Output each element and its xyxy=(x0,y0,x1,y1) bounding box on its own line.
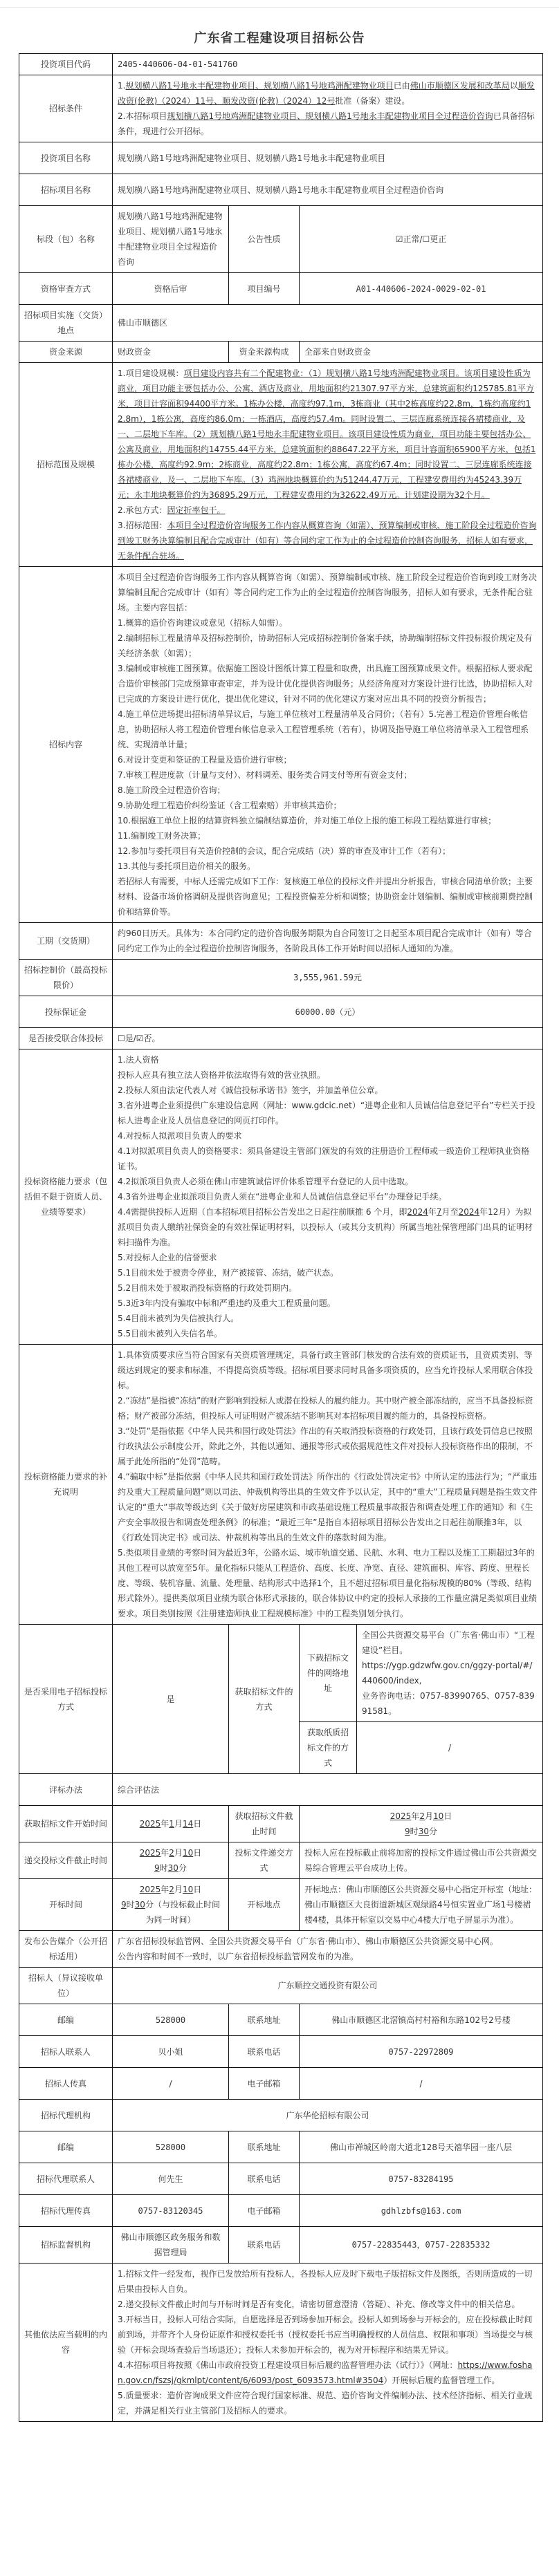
section-value: 规划横八路1号地鸡洲配建物业项目、规划横八路1号地永丰配建物业项目全过程造价咨询 xyxy=(113,206,229,273)
evaluation-value: 综合评估法 xyxy=(113,1774,543,1806)
supplement-value xyxy=(113,1345,543,1625)
electronic-value: 是 xyxy=(113,1625,229,1774)
text-segment: 年12月）为拟派项目负责人缴纳社保资金的有效社保证明材料，以投标人（或其分支机构）所属当地社保管理部门出具的证明材料扫描件为准。 xyxy=(118,1207,533,1247)
text-segment: 12.参加与委托项目有关造价控制的会议，配合完成结（决）算的审查及审计工作（若有）； xyxy=(118,846,451,856)
text-segment: 2025 xyxy=(139,1819,161,1829)
tender-name-value: 规划横八路1号地鸡洲配建物业项目、规划横八路1号地永丰配建物业项目全过程造价咨询 xyxy=(113,174,543,206)
conditions-value xyxy=(113,75,543,142)
label: 获取招标文件开始时间 xyxy=(19,1806,113,1842)
obtain-start-value: 2025年1月14日 xyxy=(113,1806,229,1842)
row-obtain-time xyxy=(19,1806,543,1842)
text-segment: 佛山市顺德区发展和改革局 xyxy=(410,81,510,91)
text-segment: 2.本招标项目 xyxy=(118,111,167,121)
text-segment: 10 xyxy=(432,1811,444,1821)
tenderer-addr-label: 联系地址 xyxy=(229,2004,300,2036)
agency-phone: 0757-83284195 xyxy=(300,2163,543,2195)
row-agency-contact xyxy=(19,2163,543,2195)
label: 招标监督机构 xyxy=(19,2227,113,2264)
scope-value xyxy=(113,363,543,567)
label: 招标控制价（最高投标限价） xyxy=(19,960,113,996)
label: 邮编 xyxy=(19,2004,113,2036)
label: 邮编 xyxy=(19,2131,113,2163)
submit-method-label: 投标文件递交方式 xyxy=(229,1842,300,1879)
text-segment: 5.1目前未处于被责令停业，财产被接管、冻结，破产状态。 xyxy=(118,1268,339,1278)
tenderer-email: / xyxy=(300,2068,543,2100)
paragraph: 9时30分 xyxy=(405,1827,437,1836)
label: 招标代理联系人 xyxy=(19,2163,113,2195)
text-segment: 1.招标文件一经发布，视作已发放给所有投标人，各投标人应及时下载电子版招标文件及图纸，否则所造成的一切后果由投标人自负。 xyxy=(118,2269,533,2294)
funds-value: 财政资金 xyxy=(113,342,229,363)
agency-addr-label: 联系地址 xyxy=(229,2131,300,2163)
row-section xyxy=(19,206,543,273)
paper-label: 获取纸质招标文件的方式 xyxy=(300,1722,357,1774)
row-scope xyxy=(19,363,543,567)
text-segment: 本项目全过程造价咨询服务工作内容从概算咨询（如需）、预算编制或审核、施工阶段全过程造价咨询到竣工财务决算编制且配合完成审计（如有）等合同约定工作为止的全过程造价控制咨询服务，招标人如有要求，无条件配合驻场。主要内容包括： xyxy=(118,572,538,613)
text-segment: 年 xyxy=(428,1207,437,1217)
row-consortium xyxy=(19,1028,543,1049)
row-submit xyxy=(19,1842,543,1879)
paragraph: 2025年2月10日 xyxy=(390,1811,452,1821)
text-segment: 4.施工单位进场提出招标清单异议后，与施工单位核对工程量清单及合同价；（若有）5.完善工程造价管理台帐信息，协助招标人将工程造价管理台帐信息录入工程管理系统（若有），协调及指导施工单位将清单录入工程管理系统、实现清单计量； xyxy=(118,709,529,749)
paragraph xyxy=(118,518,538,563)
text-segment: 1.具体资质要求应当符合国家有关资质管理规定，具备行政主管部门核发的合法有效的资质证书，且资质类别、等级达到规定的要求和标准，不得提高资质等级。招标项目要求同时具备多项资质的，应当允许投标人采用联合体投标。 xyxy=(118,1350,533,1390)
text-segment: 4.4需提供投标人近期（自本招标项目招标公告发出之日起往前顺推 6 个月，即 xyxy=(118,1207,407,1217)
text-segment: 3.开标当日，投标人可结合实际，自愿选择是否到场参加开标会。投标人如到场参与开标会的，应在投标截止时间前到场，并带齐个人身份证原件和授权委托书（授权委托书应当明确授权的人员信息、权限和事项）当场提交与核验（开标会现场查验后当场退还）；投标人未参加开标会的，视为对开标程序和结果无异议。 xyxy=(118,2315,533,2355)
tenderer-phone-label: 联系电话 xyxy=(229,2036,300,2068)
agency-email[interactable]: gdhlzbfs@163.com xyxy=(300,2195,543,2227)
text-segment: 2.递交投标文件截止时间与开标时间是否有变化，请密切留意澄清（答疑）、补充、修改等文件中的相关信息。 xyxy=(118,2299,520,2309)
text-segment: 2.编制招标工程量清单及招标控制价，协助招标人完成招标控制价备案手续，协助编制招标文件投标报价规定及有关经济条款（如需）； xyxy=(118,633,533,658)
submit-deadline-value xyxy=(113,1842,229,1879)
text-segment: 批准（备案）建设。 xyxy=(335,96,410,106)
label: 资格审查方式 xyxy=(19,273,113,305)
text-segment: 30 xyxy=(167,1863,178,1873)
row-electronic xyxy=(19,1625,543,1722)
text-segment: 本项目全过程造价咨询服务工作内容从概算咨询（如需）、预算编制或审核、施工阶段全过程造价咨询到竣工财务决算编制且配合完成审计（如有）等合同约定工作为止的全过程造价控制咨询服务，招标人如有要求，无条件配合驻场。 xyxy=(118,521,537,561)
text-segment: 2025 xyxy=(139,1848,161,1858)
text-segment: 4.3省外进粤企业拟派项目负责人须在“进粤企业和人员诚信信息登记平台”办理登记手续。 xyxy=(118,1192,447,1202)
label: 工期（交货期） xyxy=(19,923,113,960)
paragraph xyxy=(118,78,538,109)
text-segment: 9 xyxy=(405,1827,410,1836)
row-agency-fax xyxy=(19,2195,543,2227)
text-segment: 5.质量要求：造价咨询成果文件应符合现行国家标准、规范、造价咨询文件编制办法、技术经济指标、相关行业规定，并满足相关行业主管部门及招标人的要求。 xyxy=(118,2391,533,2416)
text-segment: 7.审核工程进度款（计量与支付）、材料调差、服务类合同支付等所有资金支付； xyxy=(118,770,412,780)
text-segment: 2024 xyxy=(407,1207,428,1217)
text-segment: 10 xyxy=(182,1848,194,1858)
tenderer-phone: 0757-22972809 xyxy=(300,2036,543,2068)
row-tenderer-zip xyxy=(19,2004,543,2036)
funds-comp-label: 资金来源构成 xyxy=(229,342,300,363)
invest-code-value: 2405-440606-04-01-541760 xyxy=(113,54,543,75)
text-segment: 1.概算的造价咨询建议或意见（招标人如需）。 xyxy=(118,618,288,628)
text-segment: 5.对投标人企业的信誉要求 xyxy=(118,1253,217,1262)
paragraph: 9时30分（与投标截止时间为同一时间） xyxy=(121,1900,220,1925)
row-tenderer-contact xyxy=(19,2036,543,2068)
row-opening xyxy=(19,1879,543,1931)
text-segment: 9.协助处理工程造价纠纷鉴证（含工程索赔）并审核其造价； xyxy=(118,801,342,810)
label: 标段（包）名称 xyxy=(19,206,113,273)
project-code-label: 项目编号 xyxy=(229,273,300,305)
agency-addr: 佛山市禅城区岭南大道北128号天禧华园一座八层 xyxy=(300,2131,543,2163)
label: 其他依法应当载明的内容 xyxy=(19,2264,113,2422)
label: 招标项目名称 xyxy=(19,174,113,206)
agency-contact: 何先生 xyxy=(113,2163,229,2195)
text-segment: 1.项目建设规模： xyxy=(118,368,184,378)
row-content xyxy=(19,567,543,923)
paragraph xyxy=(118,503,538,518)
row-location xyxy=(19,305,543,342)
text-segment: 4.1对拟派项目负责人的资格要求：须具备建设主管部门颁发的有效的注册造价工程师或一级造价工程师执业资格证书。 xyxy=(118,1146,530,1171)
label: 招标人联系人 xyxy=(19,2036,113,2068)
row-agency xyxy=(19,2100,543,2131)
supervisor-value: 佛山市顺德区政务服务和数据管理局 xyxy=(113,2227,229,2264)
label: 递交投标文件截止时间 xyxy=(19,1842,113,1879)
text-segment: 3.编制或审核施工图预算。依据施工图设计图纸计算工程量和取费，出具施工图预算成果文件。根据招标人要求配合造价审核部门完成预算审查审定，并为设计优化提供咨询服务；从经济角度对方案设计进行比选，协助招标人对已完成的方案设计进行优化，提出优化建议，针对不同的优化建议方案对应出具不同的投资分析报告； xyxy=(118,664,533,704)
text-segment: 固定折率包干。 xyxy=(167,505,226,515)
opening-place-value: 开标地点：佛山市顺德区公共资源交易中心指定开标室（地址：佛山市顺德区大良街道新城区观绿路4号恒实置业广场1号楼裙楼4楼，具体开标室以交易中心4楼大厅电子屏显示为准）。 xyxy=(300,1879,543,1931)
row-other xyxy=(19,2264,543,2422)
paragraph: 2025年2月10日 xyxy=(139,1848,202,1858)
agency-phone-label: 联系电话 xyxy=(229,2163,300,2195)
row-supervisor xyxy=(19,2227,543,2264)
text-segment: 2.承包方式： xyxy=(118,505,167,515)
label: 招标代理机构 xyxy=(19,2100,113,2131)
paragraph xyxy=(118,2358,538,2388)
text-segment: 2025 xyxy=(139,1885,161,1894)
text-segment: 2024 xyxy=(458,1207,480,1217)
text-segment: 10 xyxy=(182,1885,194,1894)
paragraph: 2025年2月10日 xyxy=(139,1885,202,1894)
label: 发布公告媒介（公开招标适用） xyxy=(19,1931,113,1968)
agency-email-label: 电子邮箱 xyxy=(229,2195,300,2227)
paragraph: 9时30分 xyxy=(154,1863,187,1873)
opening-place-label: 开标地点 xyxy=(229,1879,300,1931)
text-segment: 已由 xyxy=(393,81,410,91)
consortium-value: ☐是/☑否。 xyxy=(113,1028,543,1049)
text-segment: 4.2拟派项目负责人必须在佛山市建筑诚信评价体系管理平台登记的人员中选取。 xyxy=(118,1177,414,1186)
text-segment: 规划横八路1号地鸡洲配建物业项目、规划横八路1号地永丰配建物业项目全过程造价咨询 xyxy=(167,111,493,121)
funds-comp-value: 全部来自财政资金 xyxy=(300,342,543,363)
obtain-end-label: 获取招标文件截止时间 xyxy=(229,1806,300,1842)
text-segment: 投标人应具有独立法人资格并依法取得有效的营业执照。 xyxy=(118,1070,326,1080)
label: 投标资格能力要求（包括但不限于资质人员、业绩等要求） xyxy=(19,1049,113,1345)
row-qualify xyxy=(19,273,543,305)
text-segment: 若招标人有需要，中标人还需完成如下工作：复核施工单位的投标文件并提出分析报告，审核合同清单价款；主要材料、设备市场价格调研及提供咨询意见；工程投资偏差分析和调整；协助资金计划编制、编制或审核前期费控制价和结算价等。 xyxy=(118,877,533,917)
text-segment: 9 xyxy=(121,1900,127,1910)
text-segment: 3.“处罚”是指依据《中华人民共和国行政处罚法》作出的有关取消投标资格的行政处罚，且该行政处罚信息已按照行政执法公示制度公开，除此之外，其他以通知、通报等形式或依据规范性文件对投标人投标资格作出的限制，不属于此处所指的“处罚”范畴。 xyxy=(118,1426,533,1466)
row-invest-name xyxy=(19,142,543,174)
label: 是否接受联合体投标 xyxy=(19,1028,113,1049)
row-evaluation xyxy=(19,1774,543,1806)
text-segment: 13.其他与委托项目造价相关的服务。 xyxy=(118,861,256,871)
text-segment: 14 xyxy=(182,1819,194,1829)
agency-fax: 0757-83120345 xyxy=(113,2195,229,2227)
label: 是否采用电子招标投标方式 xyxy=(19,1625,113,1774)
text-segment: 1. xyxy=(118,81,126,91)
supervision-link[interactable]: https://www.foshan.gov.cn/fszsj/gkmlpt/content/6/6093/post_6093573.html#3504 xyxy=(118,2360,533,2385)
invest-name-value: 规划横八路1号地鸡洲配建物业项目、规划横八路1号地永丰配建物业项目 xyxy=(113,142,543,174)
text-segment: 8.施工阶段全过程造价咨询； xyxy=(118,785,226,795)
qualify-value: 资格后审 xyxy=(113,273,229,305)
agency-zip: 528000 xyxy=(113,2131,229,2163)
text-segment: 5.类似项目业绩的考察时间为最近3年，公路水运、城市轨道交通、民航、水利、电力工程以及施工工期超过3年的其他工程可以放宽至5年。量化指标只能从工程造价、高度、长度、净宽、直径、建筑面积、库容、跨度、里程长度、等级、装机容量、流量、处理量、结构形式中选择1个，且不超过招标项目量化指标规模的80%（等级、结构形式除外）。提供类似项目业绩为联合体形式承接的，联合体协议中约定的投标人承接的工作量应满足类似项目业绩要求。项目类别按照《注册建造师执业工程规模标准》中的工程类别划分执行。 xyxy=(118,1548,538,1618)
text-segment: 项目建设内容共有二个配建物业：（1）规划横八路1号地鸡洲配建物业项目。该项目建设性质为商业，项目功能主要包括办公、公寓、酒店及商业，用地面积约21307.97平方米，总建筑面积约125785.81平方米，项目计容面积94400平方米。1栋办公楼，高度约97.1m，3栋商业（其中2栋高度约22.8m，1栋约高度约12.8m），1栋公寓，高度约86.0m；一栋酒店，高度约57.4m。同时设置二、三层连廊系统连接各裙楼商业，及一、二层地下车库。（2）规划横八路1号地永丰配建物业项目。该项目建设性质为商业，项目功能主要包括办公、公寓及商业，用地面积约14755.44平方米，总建筑面积约88647.22平方米，项目计容面积65900平方米，包括1栋办公楼，高度约92.9m；2栋商业，高度约22.8m；1栋公寓，高度约67.4m；同时设置二、三层连廊系统连接各裙楼商业，及一、二层地下车库。（3）鸡洲地块概算价约为51244.47万元，工程建安费用约为45243.39万元；永丰地块概算价约为36895.29万元，工程建安费用约为32622.49万元。计划建设期为32个月。 xyxy=(118,368,536,500)
nature-value: ☑正常/☐更正 xyxy=(300,206,543,273)
media-value xyxy=(113,1931,543,1968)
ceiling-value: 3,555,961.59元 xyxy=(113,960,543,996)
text-segment: 3.招标范围： xyxy=(118,521,167,530)
supervisor-phone-label: 联系电话 xyxy=(229,2227,300,2264)
label: 招标人（异议接收单位） xyxy=(19,1968,113,2004)
text-segment: 3.省外进粤企业须提供广东建设信息网（网址：www.gdcic.net）“进粤企业和人员诚信信息登记平台”专栏关于投标人进粤企业及人员信息登记的网页打印件。 xyxy=(118,1101,535,1126)
text-segment: 1 xyxy=(169,1819,174,1829)
label: 投标保证金 xyxy=(19,996,113,1028)
row-period xyxy=(19,923,543,960)
label: 投资项目代码 xyxy=(19,54,113,75)
text-segment: （与投标截止时间为同一时间） xyxy=(145,1900,220,1925)
tenderer-addr: 佛山市顺德区北滘镇高村村裕和东路102号2号楼 xyxy=(300,2004,543,2036)
row-requirements xyxy=(19,1049,543,1345)
text-segment: 月至 xyxy=(441,1207,459,1217)
text-segment: 2025 xyxy=(390,1811,412,1821)
text-segment: 5.4目前未被列为失信被执行人。 xyxy=(118,1314,239,1323)
text-segment: 5.2目前未处于被取消投标资格的行政处罚期内。 xyxy=(118,1283,297,1293)
text-segment: 规划横八路1号地永丰配建物业项目、规划横八路1号地鸡洲配建物业项目 xyxy=(125,81,394,91)
announcement-table xyxy=(19,53,543,2422)
tenderer-value: 广东顺控交通投资有限公司 xyxy=(113,1968,543,2004)
row-conditions xyxy=(19,75,543,142)
text-segment: 广东省招标投标监管网、全国公共资源交易平台（广东省·佛山市）、佛山市顺德区公共资源交易中心网。 xyxy=(118,1936,498,1946)
row-tenderer xyxy=(19,1968,543,2004)
paper-value: / xyxy=(357,1722,543,1774)
row-supplement xyxy=(19,1345,543,1625)
text-segment: 4.对投标人拟派项目负责人的要求 xyxy=(118,1131,242,1141)
text-segment: 4.本招标项目将按照《佛山市政府投资工程建设项目标后履约监督管理办法（试行）》（网址： xyxy=(118,2360,458,2370)
bottom-spacer xyxy=(0,2422,559,2456)
row-media xyxy=(19,1931,543,1968)
text-segment: 2.投标人须由法定代表人对《诚信投标承诺书》签字，并加盖单位公章。 xyxy=(118,1085,383,1095)
text-segment: 1.法人资格 xyxy=(118,1055,159,1065)
content-value xyxy=(113,567,543,923)
label: 招标代理传真 xyxy=(19,2195,113,2227)
text-segment: 2 xyxy=(169,1848,174,1858)
label: 招标条件 xyxy=(19,75,113,142)
text-segment: 2 xyxy=(169,1885,174,1894)
period-value: 约960日历天。具体为：本合同约定的造价咨询服务期限为自合同签订之日起至本项目配合完成审计（如有）等合同约定工作为止的全过程造价控制咨询服务，各阶段具体工作开始时间以招标人通知的为准。 xyxy=(113,923,543,960)
tenderer-zip: 528000 xyxy=(113,2004,229,2036)
nature-label: 公告性质 xyxy=(229,206,300,273)
page-title: 广东省工程建设项目招标公告 xyxy=(194,31,365,46)
row-agency-zip xyxy=(19,2131,543,2163)
text-segment: 业务咨询电话：0757-83990765、0757-83991581。 xyxy=(362,1691,535,1716)
other-value xyxy=(113,2264,543,2422)
location-value: 佛山市顺德区 xyxy=(113,305,543,342)
text-segment: 30 xyxy=(418,1827,429,1836)
text-segment: 以 xyxy=(509,81,518,91)
text-segment: 10.根据施工单位上报的结算资料独立编制结算造价，并对施工单位上报的施工标段工程结算进行审核； xyxy=(118,816,497,825)
label: 开标时间 xyxy=(19,1879,113,1931)
text-segment: ）开展标后履约监督管理工作。 xyxy=(383,2376,500,2385)
row-tenderer-fax xyxy=(19,2068,543,2100)
text-segment: 11.编制竣工财务决算； xyxy=(118,831,206,841)
text-segment: 30 xyxy=(134,1900,145,1910)
label: 招标人传真 xyxy=(19,2068,113,2100)
paragraph xyxy=(118,109,538,139)
tenderer-fax: / xyxy=(113,2068,229,2100)
row-ceiling xyxy=(19,960,543,996)
label: 资金来源 xyxy=(19,342,113,363)
submit-method-value: 投标人应在投标截止前将加密的投标文件通过佛山市公共资源交易综合管理云平台成功上传。 xyxy=(300,1842,543,1879)
text-segment: 5.5目前未被列入失信名单。 xyxy=(118,1329,223,1338)
agency-value: 广东华伦招标有限公司 xyxy=(113,2100,543,2131)
row-tender-name xyxy=(19,174,543,206)
text-segment: 2 xyxy=(419,1811,425,1821)
text-segment: 已具备招标条件，现进行公开招标。 xyxy=(118,111,535,136)
obtain-method-label: 获取招标文件的方式 xyxy=(229,1625,300,1774)
download-value xyxy=(357,1625,543,1722)
download-link[interactable]: https://ygp.gdzwfw.gov.cn/ggzy-portal/#/440600/index, xyxy=(362,1661,533,1686)
label: 招标项目实施（交货）地点 xyxy=(19,305,113,342)
tenderer-email-label: 电子邮箱 xyxy=(229,2068,300,2100)
text-segment: 5.3近3年内没有骗取中标和严重违约及重大工程质量问题。 xyxy=(118,1298,336,1308)
paragraph xyxy=(118,366,538,503)
paragraph xyxy=(118,1204,538,1250)
text-segment: 7 xyxy=(436,1207,442,1217)
supervisor-phone: 0757-22835443，0757-22835332 xyxy=(300,2227,543,2264)
text-segment: 顺发改资(伦教)（2024）11号、顺发改资(伦教)（2024）12号 xyxy=(118,81,535,106)
text-segment: 公告内容和时间不一致时，以广东省招标投标监管网发布的为准。 xyxy=(118,1952,359,1961)
obtain-end-value xyxy=(300,1806,543,1842)
text-segment: 4.“骗取中标”是指依据《中华人民共和国行政处罚法》所作出的《行政处罚决定书》中所认定的违法行为；“严重违约及重大工程质量问题”则以司法、仲裁机构等出具的生效文件予以认定，其中的“重大”工程质量问题是指生效文件认定的“重大”事故等级达到《关于做好房屋建筑和市政基础设施工程质量事故报告和调查处理工作的通知》和《生产安全事故报告和调查处理条例》的标准；“最近三年”是指自本招标项目招标公告发出之日起往前顺推3年，以《行政处罚决定书》或司法、仲裁机构等出具的生效文件的落款时间为准。 xyxy=(118,1472,538,1542)
row-invest-code xyxy=(19,54,543,75)
text-segment: 全国公共资源交易平台（广东省·佛山市）“工程建设”栏目。 xyxy=(362,1630,535,1655)
text-segment: 2.“冻结”是指被“冻结”的财产影响到投标人或潜在投标人的履约能力。其中财产被全部冻结的，应当不具备投标资格；财产被部分冻结，但投标人可证明财产被冻结不影响其对本招标项目履约能力的，具备投标资格。 xyxy=(118,1396,533,1421)
label: 招标范围及规模 xyxy=(19,363,113,567)
download-label: 下载招标文件的网络地址 xyxy=(300,1625,357,1722)
tenderer-contact: 贝小姐 xyxy=(113,2036,229,2068)
opening-time-value xyxy=(113,1879,229,1931)
text-segment: 9 xyxy=(154,1863,160,1873)
label: 投资项目名称 xyxy=(19,142,113,174)
label: 投标资格能力要求的补充说明 xyxy=(19,1345,113,1625)
row-deposit xyxy=(19,996,543,1028)
text-segment: 6.对设计变更和签证的工程量及造价进行审核； xyxy=(118,755,292,765)
project-code-value: A01-440606-2024-0029-02-01 xyxy=(300,273,543,305)
top-divider xyxy=(0,7,559,8)
label: 评标办法 xyxy=(19,1774,113,1806)
row-funds xyxy=(19,342,543,363)
label: 招标内容 xyxy=(19,567,113,923)
requirements-value xyxy=(113,1049,543,1345)
deposit-value: 60000.00（元） xyxy=(113,996,543,1028)
